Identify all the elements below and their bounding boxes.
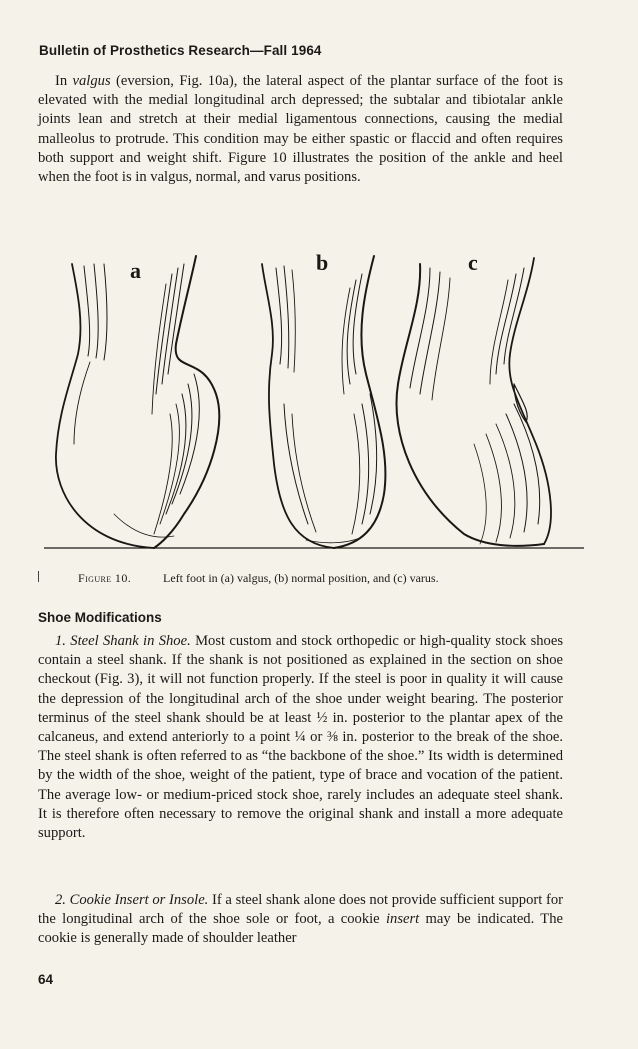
- item-2-term-insert: insert: [385, 911, 420, 928]
- caption-text: Left foot in (a) valgus, (b) normal position, and (c) varus.: [163, 571, 439, 585]
- intro-paragraph: [38, 72, 563, 187]
- item-2-number: 2.: [55, 892, 70, 908]
- intro-pre: In: [55, 73, 73, 89]
- item-2-paragraph: [38, 891, 563, 949]
- page-number: 64: [38, 972, 54, 987]
- section-heading: Shoe Modifications: [38, 610, 162, 625]
- item-1-number: 1.: [55, 633, 71, 649]
- item-2-body-end: may be indicated. The cookie is generally made of shoulder leather: [38, 911, 563, 947]
- heel-position-illustration: [44, 244, 584, 564]
- item-2-body: If a steel shank alone does not provide sufficient support for the longitudinal arch of the shoe sole or foot, a cookie: [38, 892, 564, 928]
- item-1-title: Steel Shank in Shoe.: [70, 633, 191, 649]
- item-1-paragraph: [38, 632, 563, 843]
- figure-10: [44, 244, 584, 564]
- intro-body: (eversion, Fig. 10a), the lateral aspect of the plantar surface of the foot is elevated with the medial longitudinal arch depressed; the subtalar and tibiotalar ankle joints lean and stretch at their medial ligamentous connections, causing the medial malleolus to protrude. This condition may be either spastic or flaccid and often requires both support and weight shift. Figure 10 illustrates the position of the ankle and heel when the foot is in valgus, normal, and varus positions.: [38, 73, 564, 186]
- foot-b-drawing: [262, 256, 385, 548]
- figure-label-c: c: [468, 250, 478, 275]
- intro-term-valgus: valgus: [72, 73, 111, 89]
- margin-tick: [38, 571, 39, 582]
- item-2-title: Cookie Insert or Insole.: [69, 892, 209, 908]
- foot-a-drawing: [56, 256, 219, 548]
- item-1-body: Most custom and stock orthopedic or high-quality stock shoes contain a steel shank. If the shank is not positioned as explained in the section on shoe checkout (Fig. 3), it will not function properly. If the steel is poor in quality it will cause the depression of the longitudinal arch of the shoe under weight bearing. The posterior terminus of the steel shank should be at least ½ in. posterior to the plantar apex of the calcaneus, and extend anteriorly to a point ¼ or ⅜ in. posterior to the break of the shoe. The steel shank is often referred to as “the backbone of the shoe.” Its width is determined by the width of the shoe, weight of the patient, type of brace and vocation of the patient. The average low- or medium-priced stock shoe, rarely includes an adequate steel shank. It is therefore often necessary to remove the original shank and install a more adequate support.: [38, 633, 564, 842]
- foot-c-drawing: [396, 258, 550, 546]
- figure-label-a: a: [130, 258, 141, 283]
- running-head: Bulletin of Prosthetics Research—Fall 1964: [39, 43, 322, 58]
- caption-label: Figure 10.: [78, 571, 132, 585]
- figure-label-b: b: [316, 250, 329, 275]
